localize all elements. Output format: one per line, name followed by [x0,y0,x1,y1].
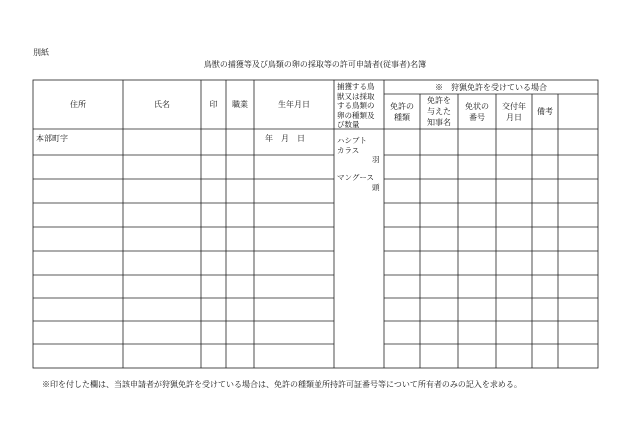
header-issue-date: 交付年 月日 [502,101,526,122]
header-hunting-license-group: ※ 狩猟免許を受けている場合 [435,82,547,92]
species-entry-unit: 頭 [372,183,380,192]
species-entry-name: カラス [337,146,360,155]
header-license-number: 免状の 番号 [465,101,489,122]
header-seal: 印 [209,100,218,109]
first-row-address: 本部町字 [36,134,68,143]
header-governor: 免許を 与えた 知事名 [427,96,451,127]
first-row-birthdate: 年 月 日 [265,134,305,143]
species-entry-name: ハシブト [337,136,367,145]
header-remarks: 備考 [537,107,553,116]
sheet-label: 別紙 [33,48,49,57]
header-name: 氏名 [154,100,170,109]
header-birthdate: 生年月日 [278,100,310,109]
header-occupation: 職業 [232,100,248,109]
header-license-type: 免許の 種類 [390,101,414,122]
footnote: ※印を付した欄は、当該申請者が狩猟免許を受けている場合は、免許の種類並所持許可証番号等について所有者のみの記入を求める。 [42,380,522,389]
species-entry-unit: 羽 [372,155,380,164]
header-address: 住所 [70,100,86,109]
header-species: 捕獲する鳥 獣又は採取 する鳥類の 卵の種類及 び数量 [337,82,375,129]
document-title: 鳥獣の捕獲等及び鳥類の卵の採取等の許可申請者(従事者)名簿 [203,60,427,69]
species-entry-name: マングース [337,173,374,182]
